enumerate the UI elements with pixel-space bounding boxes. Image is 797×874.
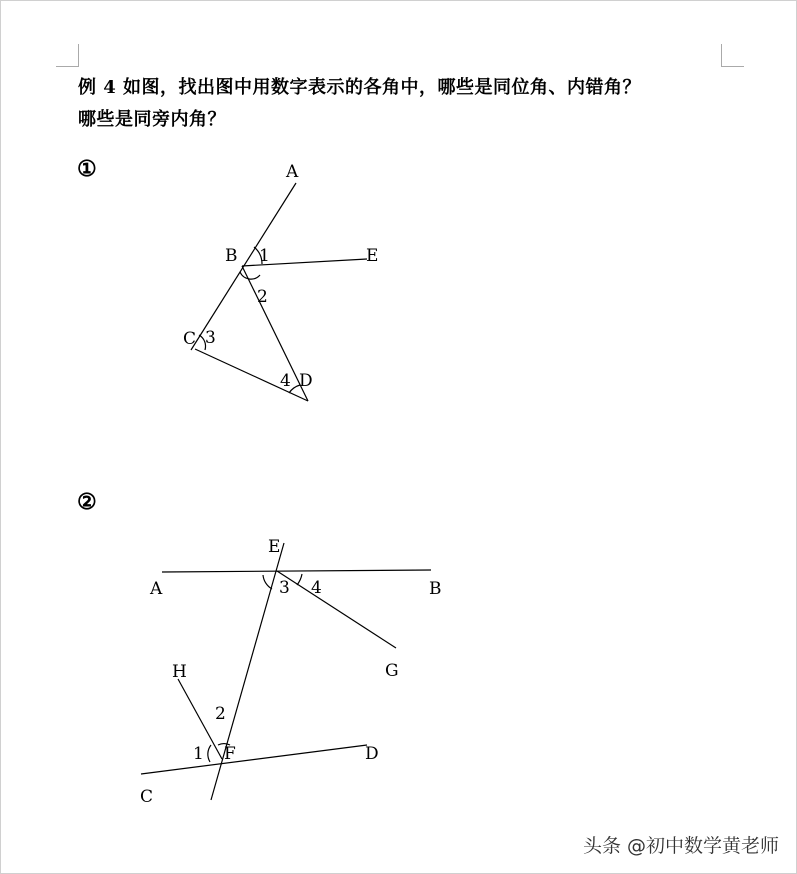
angle-label-2: 2 <box>257 287 268 307</box>
point-label-g: G <box>385 661 399 681</box>
point-label-a: A <box>286 162 299 182</box>
point-label-h: H <box>172 662 187 682</box>
angle-label-4: 4 <box>311 578 322 598</box>
question-line-2: 哪些是同旁内角？ <box>78 109 226 130</box>
point-label-b: B <box>429 579 442 599</box>
question-line-1: 例 4 如图，找出图中用数字表示的各角中，哪些是同位角、内错角？ <box>78 77 642 98</box>
point-label-e: E <box>366 246 379 266</box>
point-label-f: F <box>224 744 236 764</box>
figure-1-number: ① <box>77 156 97 182</box>
point-label-c: C <box>140 787 154 807</box>
watermark: 头条 @初中数学黄老师 <box>582 835 779 857</box>
line-a-b <box>162 570 431 572</box>
line-e-f <box>211 543 284 800</box>
point-label-d: D <box>299 371 313 391</box>
angle-label-1: 1 <box>193 744 204 764</box>
angle-label-3: 3 <box>279 578 290 598</box>
point-label-b: B <box>225 246 238 266</box>
figure-2-number: ② <box>77 489 97 515</box>
point-label-d: D <box>365 744 379 764</box>
angle-label-1: 1 <box>259 246 270 266</box>
angle-3-arc <box>263 575 272 589</box>
point-label-a: A <box>150 579 163 599</box>
angle-label-4: 4 <box>280 371 291 391</box>
angle-1-arc <box>208 745 211 762</box>
angle-label-3: 3 <box>205 328 216 348</box>
angle-4-arc <box>297 574 302 585</box>
line-g <box>277 571 396 648</box>
point-label-c: C <box>183 329 197 349</box>
point-label-e: E <box>268 537 281 557</box>
angle-label-2: 2 <box>215 704 226 724</box>
line-c-d <box>141 745 367 774</box>
